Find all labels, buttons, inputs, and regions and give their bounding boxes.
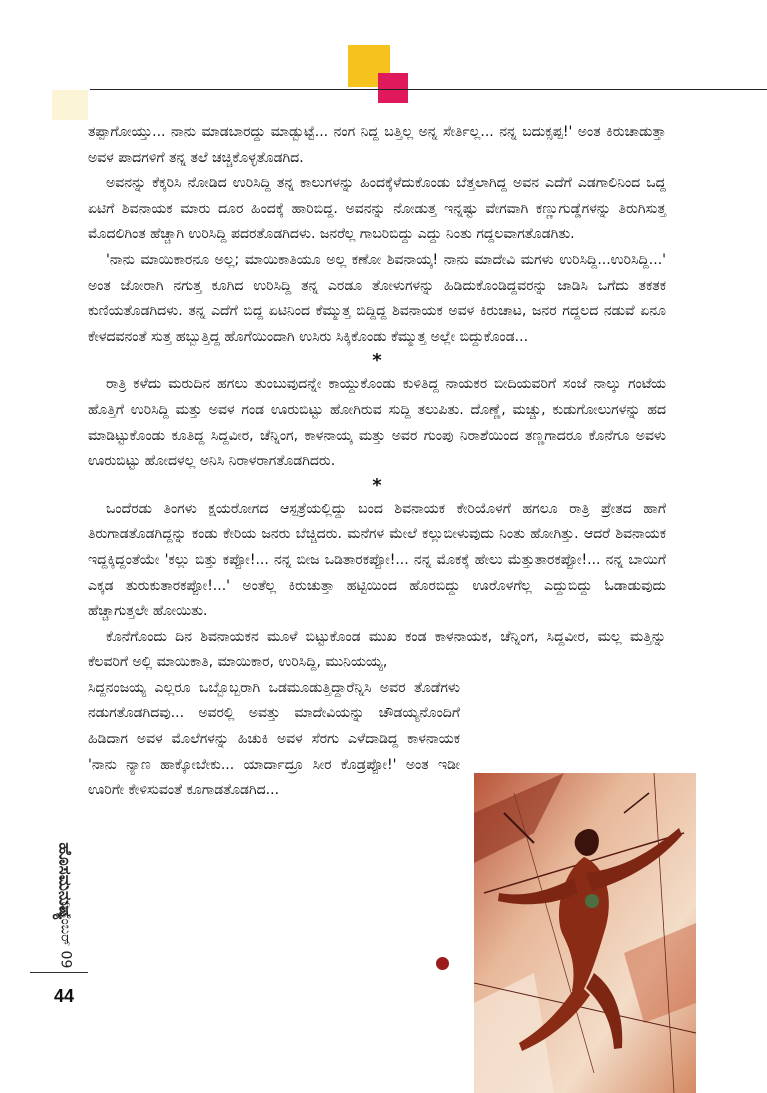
corner-tint-block [52,90,88,120]
paragraph-2: ಅವನನ್ನು ಕೆಕ್ಕರಿಸಿ ನೋಡಿದ ಉರಿಸಿದ್ದಿ ತನ್ನ ಕಾಲುಗಳನ್ನು ಹಿಂದಕ್ಕೆಳೆದುಕೊಂಡು ಬೆತ್ತಲಾಗಿದ್ದ ಅವನ ಎದೆಗೆ ಎಡಗಾಲಿನಿಂದ ಒದ್ದ ಏಟಿಗೆ ಶಿವನಾಯಕ ಮಾರು ದೂರ ಹಿಂದಕ್ಕೆ ಹಾರಿಬಿದ್ದ. ಅವನನ್ನು ನೋಡುತ್ತ ಇನ್ನಷ್ಟು ವೇಗವಾಗಿ ಕಣ್ಣುಗುಡ್ಡೆಗಳನ್ನು ತಿರುಗಿಸುತ್ತ ಮೊದಲಿಗಿಂತ ಹೆಚ್ಚಾಗಿ ಉರಿಸಿದ್ದಿ ಪದರತೊಡಗಿದಳು. ಜನರೆಲ್ಲ ಗಾಬರಿಬಿದ್ದು ಎದ್ದು ನಿಂತು ಗದ್ದಲವಾಗತೊಡಗಿತು. [88,175,666,243]
issue-date-text: ಡಿಸೆಂಬರ್ 09 [57,901,74,969]
issue-date [50,895,80,975]
section-separator: * [372,474,382,496]
decorative-pink-square [378,73,408,103]
header-rule [90,89,767,90]
paragraph-1: ತಪ್ಪಾಗೋಯ್ತು... ನಾನು ಮಾಡಬಾರದ್ದು ಮಾಡ್ಬುಟ್ಟೆ... ನಂಗ ನಿದ್ದ ಬತ್ತಿಲ್ಲ ಅನ್ನ ಸೇರ್ತಿಲ್ಲ... ನನ್ನ ಬದುಕ್ಸಪ್ಪ!' ಅಂತ ಕಿರುಚಾಡುತ್ತಾ ಅವಳ ಪಾದಗಳಿಗೆ ತನ್ನ ತಲೆ ಚಚ್ಚಿಕೊಳ್ಳತೊಡಗಿದ. [88,124,666,166]
decorative-dot [436,957,449,970]
paragraph-6: ಕೊನೆಗೊಂದು ದಿನ ಶಿವನಾಯಕನ ಮೂಳೆ ಬಿಟ್ಟುಕೊಂಡ ಮುಖ ಕಂಡ ಕಾಳನಾಯಕ, ಚೆನ್ನಿಂಗ, ಸಿದ್ದವೀರ, ಮಲ್ಲ ಮತ್ತಿನ್ನು ಕೆಲವರಿಗೆ ಅಲ್ಲಿ ಮಾಯಿಕಾತಿ, ಮಾಯಿಕಾರ, ಉರಿಸಿದ್ದಿ, ಮುನಿಯಯ್ಯ, [88,628,666,671]
paragraph-3: 'ನಾನು ಮಾಯಿಕಾರನೂ ಅಲ್ಲ; ಮಾಯಿಕಾತಿಯೂ ಅಲ್ಲ ಕಣೋ ಶಿವನಾಯ್ಕ! ನಾನು ಮಾದೇವಿ ಮಗಳು ಉರಿಸಿದ್ದಿ...ಉರಿಸಿದ್ದಿ...' ಅಂತ ಜೋರಾಗಿ ನಗುತ್ತ ಕೂಗಿದ ಉರಿಸಿದ್ದಿ ತನ್ನ ಎರಡೂ ತೋಳುಗಳನ್ನು ಹಿಡಿದುಕೊಂಡಿದ್ದವರನ್ನು ಜಾಡಿಸಿ ಒಗೆದು ತಕತಕ ಕುಣಿಯತೊಡಗಿದಳು. ತನ್ನ ಎದೆಗೆ ಬಿದ್ದ ಏಟಿನಿಂದ ಕೆಮ್ಮುತ್ತ ಬಿದ್ದಿದ್ದ ಶಿವನಾಯಕ ಅವಳ ಕಿರುಚಾಟ, ಜನರ ಗದ್ದಲದ ನಡುವೆ ಏನೂ ಕೇಳದವನಂತೆ ಸುತ್ತ ಹಬ್ಬುತ್ತಿದ್ದ ಹೊಗೆಯಿಂದಾಗಿ ಉಸಿರು ಸಿಕ್ಕಿಕೊಂಡು ಕೆಮ್ಮುತ್ತ ಅಲ್ಲೇ ಬಿದ್ದುಕೊಂಡ... [88,251,666,345]
paragraph-4: ರಾತ್ರಿ ಕಳೆದು ಮರುದಿನ ಹಗಲು ತುಂಬುವುದನ್ನೇ ಕಾಯ್ದುಕೊಂಡು ಕುಳಿತಿದ್ದ ನಾಯಕರ ಬೀದಿಯವರಿಗೆ ಸಂಜೆ ನಾಲ್ಕು ಗಂಟೆಯ ಹೊತ್ತಿಗೆ ಉರಿಸಿದ್ದಿ ಮತ್ತು ಅವಳ ಗಂಡ ಊರುಬಿಟ್ಟು ಹೋಗಿರುವ ಸುದ್ದಿ ತಲುಪಿತು. ದೊಣ್ಣೆ, ಮಚ್ಚು, ಕುಡುಗೋಲುಗಳನ್ನು ಹದ ಮಾಡಿಟ್ಟುಕೊಂಡು ಕೂತಿದ್ದ ಸಿದ್ದವೀರ, ಚೆನ್ನಿಂಗ, ಕಾಳನಾಯ್ಕ ಮತ್ತು ಅವರ ಗುಂಪು ನಿರಾಶೆಯಿಂದ ತಣ್ಣಗಾದರೂ ಕೊನೆಗೂ ಅವಳು ಊರುಬಿಟ್ಟು ಹೋದಳಲ್ಲ ಅನಿಸಿ ನಿರಾಳರಾಗತೊಡಗಿದರು. [88,376,666,470]
article-body [88,120,666,804]
footer-rule [30,972,88,973]
section-separator: * [372,350,382,372]
paragraph-6-continued: ಸಿದ್ದನಂಜಯ್ಯ ಎಲ್ಲರೂ ಒಬ್ಬೊಬ್ಬರಾಗಿ ಒಡಮೂಡುತ್ತಿದ್ದಾರೆನ್ನಿಸಿ ಅವರ ತೊಡೆಗಳು ನಡುಗತೊಡಗಿದವು... ಅವರಲ್ಲಿ ಅವತ್ತು ಮಾದೇವಿಯನ್ನು ಚೌಡಯ್ಯನೊಂದಿಗೆ ಹಿಡಿದಾಗ ಅವಳ ಮೊಲೆಗಳನ್ನು ಹಿಚುಕಿ ಅವಳ ಸೆರಗು ಎಳೆದಾಡಿದ್ದ ಕಾಳನಾಯಕ 'ನಾನು ನ್ಯಾಣ ಹಾಕ್ಕೋಬೇಕು... ಯಾರ್ದಾದ್ರೂ ಸೀರ ಕೊಡ್ರಪ್ಪೋ!' ಅಂತ ಇಡೀ ಊರಿಗೇ ಕೇಳಿಸುವಂತೆ ಕೂಗಾಡತೊಡಗಿದ... [88,679,460,799]
page-number: 44 [54,986,75,1006]
magazine-title-text: ಹೊಸಮನುಷ್ಯ [55,841,76,920]
illustration-painting [474,773,696,1093]
paragraph-5: ಒಂದೆರಡು ತಿಂಗಳು ಕ್ಷಯರೋಗದ ಆಸ್ಪತ್ರೆಯಲ್ಲಿದ್ದು ಬಂದ ಶಿವನಾಯಕ ಕೇರಿಯೊಳಗೆ ಹಗಲೂ ರಾತ್ರಿ ಪ್ರೇತದ ಹಾಗೆ ತಿರುಗಾಡತೊಡಗಿದ್ದನ್ನು ಕಂಡು ಕೇರಿಯ ಜನರು ಬೆಚ್ಚಿದರು. ಮನೆಗಳ ಮೇಲೆ ಕಲ್ಲುಬೀಳುವುದು ನಿಂತು ಹೋಗಿತ್ತು. ಆದರೆ ಶಿವನಾಯಕ ಇದ್ದಕ್ಕಿದ್ದಂತೆಯೇ 'ಕಲ್ಲು ಬಿತ್ತು ಕಪ್ಪೋ!... ನನ್ನ ಬೀಜ ಒಡಿತಾರಕಪ್ಪೋ!... ನನ್ನ ಮೊಕಕ್ಕೆ ಹೇಲು ಮೆತ್ತುತಾರಕಪ್ಪೋ!... ನನ್ನ ಬಾಯಿಗೆ ಎಕ್ಕಡ ತುರುಕುತಾರಕಪ್ಪೋ!...' ಅಂತೆಲ್ಲ ಕಿರುಚುತ್ತಾ ಹಟ್ಟಿಯಿಂದ ಹೊರಬಿದ್ದು ಊರೊಳಗೆಲ್ಲ ಎದ್ದುಬಿದ್ದು ಓಡಾಡುವುದು ಹೆಚ್ಚಾಗುತ್ತಲೇ ಹೋಯಿತು. [88,500,666,620]
